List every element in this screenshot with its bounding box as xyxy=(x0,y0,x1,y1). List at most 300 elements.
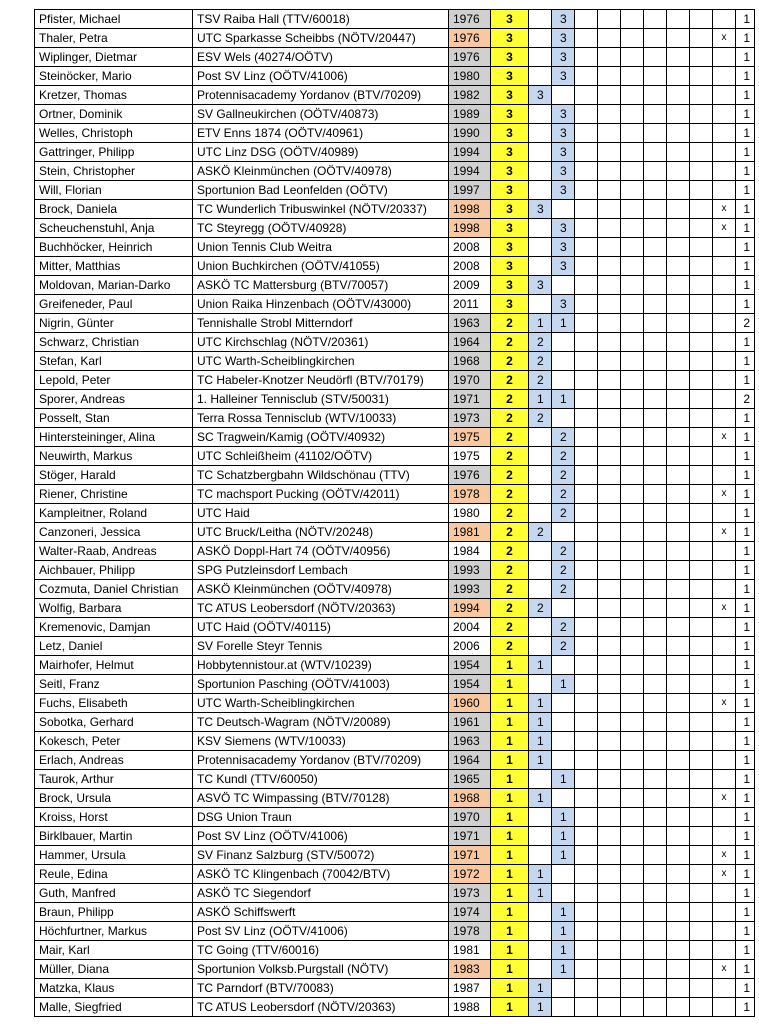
empty-cell xyxy=(690,979,713,998)
empty-cell xyxy=(575,219,598,238)
club-cell: ASKÖ Kleinmünchen (OÖTV/40978) xyxy=(193,580,449,599)
category-b-cell: 2 xyxy=(552,466,575,485)
table-row xyxy=(35,48,755,67)
empty-cell xyxy=(667,599,690,618)
player-name-cell: Welles, Christoph xyxy=(35,124,193,143)
empty-cell xyxy=(644,504,667,523)
empty-cell xyxy=(644,884,667,903)
birth-year-cell: 1974 xyxy=(449,903,491,922)
empty-cell xyxy=(690,447,713,466)
player-name-cell: Reule, Edina xyxy=(35,865,193,884)
birth-year-cell: 1968 xyxy=(449,789,491,808)
category-a-cell xyxy=(529,105,552,124)
empty-cell xyxy=(644,542,667,561)
empty-cell xyxy=(598,656,621,675)
club-cell: Post SV Linz (OÖTV/41006) xyxy=(193,67,449,86)
club-cell: ASKÖ TC Siegendorf xyxy=(193,884,449,903)
category-a-cell xyxy=(529,580,552,599)
category-a-cell: 2 xyxy=(529,352,552,371)
empty-cell xyxy=(690,238,713,257)
empty-cell xyxy=(575,504,598,523)
points-cell: 1 xyxy=(491,865,529,884)
female-marker-cell: x xyxy=(713,865,736,884)
table-row xyxy=(35,808,755,827)
player-name-cell: Greifeneder, Paul xyxy=(35,295,193,314)
club-cell: UTC Linz DSG (OÖTV/40989) xyxy=(193,143,449,162)
category-a-cell xyxy=(529,922,552,941)
empty-cell xyxy=(621,580,644,599)
points-cell: 3 xyxy=(491,295,529,314)
club-cell: Sportunion Bad Leonfelden (OÖTV) xyxy=(193,181,449,200)
player-name-cell: Brock, Daniela xyxy=(35,200,193,219)
female-marker-cell xyxy=(713,751,736,770)
count-cell: 1 xyxy=(736,409,755,428)
empty-cell xyxy=(621,29,644,48)
points-cell: 2 xyxy=(491,542,529,561)
category-a-cell: 1 xyxy=(529,884,552,903)
empty-cell xyxy=(575,10,598,29)
club-cell: SV Forelle Steyr Tennis xyxy=(193,637,449,656)
table-row xyxy=(35,865,755,884)
player-name-cell: Kroiss, Horst xyxy=(35,808,193,827)
table-row xyxy=(35,67,755,86)
empty-cell xyxy=(621,181,644,200)
count-cell: 1 xyxy=(736,941,755,960)
empty-cell xyxy=(598,789,621,808)
birth-year-cell: 1993 xyxy=(449,580,491,599)
empty-cell xyxy=(621,998,644,1017)
category-a-cell xyxy=(529,124,552,143)
empty-cell xyxy=(667,637,690,656)
empty-cell xyxy=(667,922,690,941)
empty-cell xyxy=(690,637,713,656)
table-row xyxy=(35,675,755,694)
birth-year-cell: 1976 xyxy=(449,10,491,29)
empty-cell xyxy=(598,770,621,789)
empty-cell xyxy=(621,276,644,295)
category-a-cell xyxy=(529,485,552,504)
player-name-cell: Stöger, Harald xyxy=(35,466,193,485)
table-row xyxy=(35,257,755,276)
empty-cell xyxy=(667,181,690,200)
empty-cell xyxy=(667,371,690,390)
empty-cell xyxy=(667,200,690,219)
category-b-cell xyxy=(552,713,575,732)
empty-cell xyxy=(644,257,667,276)
count-cell: 1 xyxy=(736,884,755,903)
empty-cell xyxy=(598,162,621,181)
points-cell: 3 xyxy=(491,124,529,143)
birth-year-cell: 1994 xyxy=(449,599,491,618)
count-cell: 1 xyxy=(736,523,755,542)
birth-year-cell: 1994 xyxy=(449,143,491,162)
female-marker-cell xyxy=(713,314,736,333)
empty-cell xyxy=(690,599,713,618)
category-b-cell: 2 xyxy=(552,618,575,637)
empty-cell xyxy=(575,314,598,333)
category-b-cell: 1 xyxy=(552,903,575,922)
female-marker-cell xyxy=(713,276,736,295)
category-b-cell xyxy=(552,409,575,428)
points-cell: 1 xyxy=(491,846,529,865)
empty-cell xyxy=(598,67,621,86)
birth-year-cell: 1988 xyxy=(449,998,491,1017)
table-row xyxy=(35,200,755,219)
empty-cell xyxy=(598,941,621,960)
empty-cell xyxy=(644,618,667,637)
category-a-cell xyxy=(529,903,552,922)
category-b-cell xyxy=(552,979,575,998)
player-name-cell: Kokesch, Peter xyxy=(35,732,193,751)
empty-cell xyxy=(575,998,598,1017)
female-marker-cell xyxy=(713,903,736,922)
empty-cell xyxy=(621,694,644,713)
empty-cell xyxy=(644,29,667,48)
club-cell: Sportunion Volksb.Purgstall (NÖTV) xyxy=(193,960,449,979)
birth-year-cell: 1980 xyxy=(449,67,491,86)
empty-cell xyxy=(598,884,621,903)
empty-cell xyxy=(598,428,621,447)
empty-cell xyxy=(575,466,598,485)
empty-cell xyxy=(690,67,713,86)
category-b-cell xyxy=(552,276,575,295)
count-cell: 1 xyxy=(736,29,755,48)
table-row xyxy=(35,181,755,200)
empty-cell xyxy=(667,29,690,48)
category-b-cell: 2 xyxy=(552,485,575,504)
empty-cell xyxy=(598,390,621,409)
points-cell: 1 xyxy=(491,713,529,732)
empty-cell xyxy=(690,713,713,732)
empty-cell xyxy=(621,333,644,352)
player-name-cell: Höchfurtner, Markus xyxy=(35,922,193,941)
table-row xyxy=(35,922,755,941)
club-cell: UTC Warth-Scheiblingkirchen xyxy=(193,352,449,371)
empty-cell xyxy=(690,884,713,903)
birth-year-cell: 1975 xyxy=(449,447,491,466)
club-cell: TC Habeler-Knotzer Neudörfl (BTV/70179) xyxy=(193,371,449,390)
empty-cell xyxy=(621,884,644,903)
empty-cell xyxy=(644,10,667,29)
table-row xyxy=(35,979,755,998)
empty-cell xyxy=(667,447,690,466)
player-name-cell: Buchhöcker, Heinrich xyxy=(35,238,193,257)
empty-cell xyxy=(575,428,598,447)
empty-cell xyxy=(667,770,690,789)
empty-cell xyxy=(598,618,621,637)
empty-cell xyxy=(621,941,644,960)
empty-cell xyxy=(621,504,644,523)
empty-cell xyxy=(598,447,621,466)
points-cell: 2 xyxy=(491,352,529,371)
player-name-cell: Mairhofer, Helmut xyxy=(35,656,193,675)
empty-cell xyxy=(598,732,621,751)
club-cell: UTC Sparkasse Scheibbs (NÖTV/20447) xyxy=(193,29,449,48)
player-name-cell: Kremenovic, Damjan xyxy=(35,618,193,637)
player-name-cell: Posselt, Stan xyxy=(35,409,193,428)
empty-cell xyxy=(598,694,621,713)
club-cell: TC Deutsch-Wagram (NÖTV/20089) xyxy=(193,713,449,732)
category-b-cell: 2 xyxy=(552,428,575,447)
empty-cell xyxy=(621,200,644,219)
empty-cell xyxy=(598,827,621,846)
empty-cell xyxy=(644,428,667,447)
empty-cell xyxy=(690,181,713,200)
empty-cell xyxy=(598,200,621,219)
count-cell: 1 xyxy=(736,922,755,941)
empty-cell xyxy=(598,675,621,694)
category-b-cell: 1 xyxy=(552,827,575,846)
count-cell: 1 xyxy=(736,561,755,580)
empty-cell xyxy=(598,865,621,884)
empty-cell xyxy=(690,314,713,333)
club-cell: ESV Wels (40274/OÖTV) xyxy=(193,48,449,67)
empty-cell xyxy=(575,333,598,352)
points-cell: 3 xyxy=(491,29,529,48)
empty-cell xyxy=(575,105,598,124)
empty-cell xyxy=(690,694,713,713)
category-a-cell: 1 xyxy=(529,390,552,409)
count-cell: 1 xyxy=(736,618,755,637)
category-a-cell xyxy=(529,827,552,846)
empty-cell xyxy=(621,219,644,238)
club-cell: TC machsport Pucking (OÖTV/42011) xyxy=(193,485,449,504)
table-row xyxy=(35,884,755,903)
category-b-cell: 3 xyxy=(552,67,575,86)
empty-cell xyxy=(667,466,690,485)
birth-year-cell: 1981 xyxy=(449,941,491,960)
category-b-cell xyxy=(552,789,575,808)
empty-cell xyxy=(690,352,713,371)
birth-year-cell: 1976 xyxy=(449,48,491,67)
empty-cell xyxy=(667,257,690,276)
empty-cell xyxy=(667,86,690,105)
empty-cell xyxy=(644,162,667,181)
female-marker-cell xyxy=(713,466,736,485)
birth-year-cell: 1984 xyxy=(449,542,491,561)
empty-cell xyxy=(667,618,690,637)
points-cell: 2 xyxy=(491,637,529,656)
empty-cell xyxy=(575,409,598,428)
empty-cell xyxy=(598,29,621,48)
category-a-cell: 1 xyxy=(529,865,552,884)
empty-cell xyxy=(644,808,667,827)
club-cell: TC Parndorf (BTV/70083) xyxy=(193,979,449,998)
points-cell: 1 xyxy=(491,941,529,960)
empty-cell xyxy=(575,637,598,656)
category-b-cell: 3 xyxy=(552,257,575,276)
count-cell: 1 xyxy=(736,694,755,713)
points-cell: 1 xyxy=(491,998,529,1017)
category-a-cell xyxy=(529,428,552,447)
table-row xyxy=(35,789,755,808)
empty-cell xyxy=(644,485,667,504)
empty-cell xyxy=(598,713,621,732)
birth-year-cell: 1980 xyxy=(449,504,491,523)
empty-cell xyxy=(690,523,713,542)
empty-cell xyxy=(575,694,598,713)
empty-cell xyxy=(575,656,598,675)
category-a-cell xyxy=(529,637,552,656)
club-cell: SV Gallneukirchen (OÖTV/40873) xyxy=(193,105,449,124)
female-marker-cell: x xyxy=(713,200,736,219)
count-cell: 2 xyxy=(736,314,755,333)
points-cell: 1 xyxy=(491,770,529,789)
table-row xyxy=(35,523,755,542)
category-b-cell xyxy=(552,998,575,1017)
category-b-cell: 1 xyxy=(552,922,575,941)
empty-cell xyxy=(598,409,621,428)
empty-cell xyxy=(621,428,644,447)
female-marker-cell xyxy=(713,998,736,1017)
table-row xyxy=(35,713,755,732)
birth-year-cell: 1963 xyxy=(449,314,491,333)
count-cell: 1 xyxy=(736,979,755,998)
empty-cell xyxy=(598,352,621,371)
empty-cell xyxy=(644,48,667,67)
count-cell: 1 xyxy=(736,732,755,751)
empty-cell xyxy=(575,523,598,542)
empty-cell xyxy=(690,276,713,295)
table-row xyxy=(35,390,755,409)
count-cell: 1 xyxy=(736,846,755,865)
empty-cell xyxy=(621,846,644,865)
category-a-cell: 1 xyxy=(529,694,552,713)
category-b-cell: 1 xyxy=(552,941,575,960)
birth-year-cell: 1997 xyxy=(449,181,491,200)
club-cell: Sportunion Pasching (OÖTV/41003) xyxy=(193,675,449,694)
female-marker-cell xyxy=(713,409,736,428)
category-b-cell: 1 xyxy=(552,770,575,789)
birth-year-cell: 1978 xyxy=(449,922,491,941)
female-marker-cell xyxy=(713,732,736,751)
empty-cell xyxy=(644,656,667,675)
category-a-cell xyxy=(529,542,552,561)
birth-year-cell: 2006 xyxy=(449,637,491,656)
empty-cell xyxy=(621,770,644,789)
empty-cell xyxy=(690,124,713,143)
empty-cell xyxy=(598,238,621,257)
empty-cell xyxy=(667,827,690,846)
empty-cell xyxy=(575,903,598,922)
category-a-cell: 1 xyxy=(529,656,552,675)
count-cell: 1 xyxy=(736,219,755,238)
empty-cell xyxy=(690,371,713,390)
points-cell: 2 xyxy=(491,523,529,542)
player-name-cell: Braun, Philipp xyxy=(35,903,193,922)
count-cell: 1 xyxy=(736,371,755,390)
category-a-cell xyxy=(529,447,552,466)
female-marker-cell xyxy=(713,827,736,846)
player-name-cell: Nigrin, Günter xyxy=(35,314,193,333)
birth-year-cell: 1989 xyxy=(449,105,491,124)
empty-cell xyxy=(598,542,621,561)
empty-cell xyxy=(667,390,690,409)
player-name-cell: Riener, Christine xyxy=(35,485,193,504)
empty-cell xyxy=(598,599,621,618)
club-cell: SV Finanz Salzburg (STV/50072) xyxy=(193,846,449,865)
empty-cell xyxy=(667,694,690,713)
female-marker-cell xyxy=(713,580,736,599)
empty-cell xyxy=(690,48,713,67)
club-cell: Protennisacademy Yordanov (BTV/70209) xyxy=(193,86,449,105)
player-name-cell: Lepold, Peter xyxy=(35,371,193,390)
table-row xyxy=(35,903,755,922)
table-row xyxy=(35,447,755,466)
birth-year-cell: 2008 xyxy=(449,238,491,257)
female-marker-cell xyxy=(713,162,736,181)
points-cell: 3 xyxy=(491,219,529,238)
points-cell: 1 xyxy=(491,732,529,751)
empty-cell xyxy=(575,808,598,827)
table-row xyxy=(35,998,755,1017)
female-marker-cell xyxy=(713,257,736,276)
birth-year-cell: 1954 xyxy=(449,675,491,694)
birth-year-cell: 1976 xyxy=(449,466,491,485)
table-row xyxy=(35,428,755,447)
empty-cell xyxy=(621,713,644,732)
empty-cell xyxy=(667,732,690,751)
category-b-cell: 2 xyxy=(552,447,575,466)
points-cell: 2 xyxy=(491,599,529,618)
category-b-cell xyxy=(552,86,575,105)
player-name-cell: Will, Florian xyxy=(35,181,193,200)
empty-cell xyxy=(644,561,667,580)
female-marker-cell xyxy=(713,542,736,561)
club-cell: TC Kundl (TTV/60050) xyxy=(193,770,449,789)
empty-cell xyxy=(621,314,644,333)
category-b-cell: 1 xyxy=(552,846,575,865)
empty-cell xyxy=(644,865,667,884)
empty-cell xyxy=(690,922,713,941)
category-b-cell: 1 xyxy=(552,675,575,694)
female-marker-cell: x xyxy=(713,523,736,542)
empty-cell xyxy=(621,485,644,504)
empty-cell xyxy=(598,979,621,998)
category-a-cell xyxy=(529,181,552,200)
category-b-cell xyxy=(552,200,575,219)
empty-cell xyxy=(621,523,644,542)
club-cell: ASKÖ TC Mattersburg (BTV/70057) xyxy=(193,276,449,295)
empty-cell xyxy=(621,808,644,827)
female-marker-cell: x xyxy=(713,485,736,504)
player-name-cell: Hammer, Ursula xyxy=(35,846,193,865)
empty-cell xyxy=(690,143,713,162)
count-cell: 1 xyxy=(736,656,755,675)
empty-cell xyxy=(621,637,644,656)
empty-cell xyxy=(598,10,621,29)
empty-cell xyxy=(644,86,667,105)
club-cell: ASVÖ TC Wimpassing (BTV/70128) xyxy=(193,789,449,808)
empty-cell xyxy=(621,124,644,143)
empty-cell xyxy=(667,998,690,1017)
female-marker-cell: x xyxy=(713,219,736,238)
empty-cell xyxy=(575,675,598,694)
category-b-cell: 2 xyxy=(552,580,575,599)
table-row xyxy=(35,86,755,105)
club-cell: SPG Putzleinsdorf Lembach xyxy=(193,561,449,580)
empty-cell xyxy=(621,447,644,466)
points-cell: 2 xyxy=(491,485,529,504)
category-a-cell xyxy=(529,219,552,238)
category-a-cell xyxy=(529,238,552,257)
empty-cell xyxy=(621,732,644,751)
points-cell: 3 xyxy=(491,10,529,29)
club-cell: Union Tennis Club Weitra xyxy=(193,238,449,257)
birth-year-cell: 2009 xyxy=(449,276,491,295)
empty-cell xyxy=(621,238,644,257)
player-name-cell: Kampleitner, Roland xyxy=(35,504,193,523)
